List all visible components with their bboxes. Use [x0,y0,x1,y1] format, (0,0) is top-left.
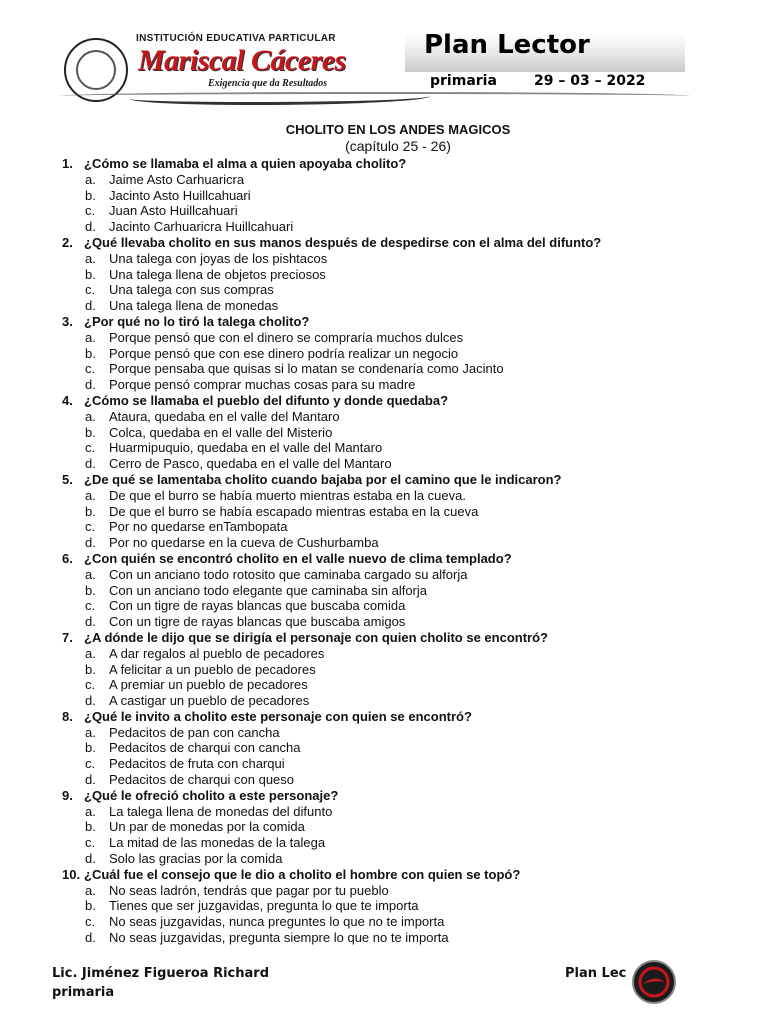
answer-option [62,756,742,772]
option-text: A castigar un pueblo de pecadores [109,693,310,709]
option-letter: b. [85,187,96,203]
option-letter: b. [85,661,96,677]
answer-option [62,693,742,709]
answer-option [62,740,742,756]
option-text: Porque pensó que con ese dinero podría realizar un negocio [109,345,459,361]
answer-option [62,425,742,441]
question-number: 9. [62,787,73,803]
question-text: ¿Qué le ofreció cholito a este personaje? [84,787,339,803]
header-divider [60,92,690,100]
question-text: ¿Por qué no lo tiró la talega cholito? [84,313,310,329]
option-letter: d. [85,772,96,788]
option-text: Por no quedarse en la cueva de Cushurbamba [109,535,379,551]
school-seal-icon [64,38,128,102]
answer-option [62,361,742,377]
option-text: Una talega llena de objetos preciosos [109,266,326,282]
footer-plan-label: Plan Lec [565,966,627,981]
answer-option [62,203,742,219]
answer-option [62,898,742,914]
option-text: Pedacitos de charqui con cancha [109,740,301,756]
answer-option [62,440,742,456]
answer-option [62,804,742,820]
answer-option [62,456,742,472]
school-slogan: Exigencia que da Resultados [208,78,328,89]
question-item [62,551,742,630]
question-line [62,472,742,488]
option-letter: c. [85,519,96,535]
question-number: 3. [62,313,73,329]
school-brand: Mariscal Cáceres [138,44,346,77]
option-letter: d. [85,298,96,314]
option-text: Juan Asto Huillcahuari [109,203,238,219]
option-text: Pedacitos de charqui con queso [109,772,295,788]
answer-option [62,614,742,630]
answer-option [62,488,742,504]
question-number: 10. [62,866,81,882]
option-text: Jaime Asto Carhuaricra [109,171,245,187]
option-letter: d. [85,614,96,630]
answer-option [62,346,742,362]
question-number: 8. [62,708,73,724]
answer-option [62,267,742,283]
answer-option [62,567,742,583]
answer-option [62,914,742,930]
question-text: ¿Cuál fue el consejo que le dio a cholito el hombre con quien se topó? [84,866,521,882]
option-text: De que el burro se había escapado mientras estaba en la cueva [109,503,479,519]
option-text: Con un anciano todo rotosito que caminaba cargado su alforja [109,566,468,582]
question-text: ¿Cómo se llamaba el alma a quien apoyaba cholito? [84,156,407,171]
question-text: ¿De qué se lamentaba cholito cuando bajaba por el camino que le indicaron? [84,471,562,487]
option-text: Un par de monedas por la comida [109,819,305,835]
option-text: A premiar un pueblo de pecadores [109,677,308,693]
question-number: 1. [62,156,73,171]
option-letter: b. [85,740,96,756]
option-letter: b. [85,819,96,835]
question-item [62,709,742,788]
option-letter: d. [85,377,96,393]
option-letter: b. [85,266,96,282]
question-number: 4. [62,392,73,408]
option-letter: c. [85,677,96,693]
answer-option [62,598,742,614]
question-line [62,630,742,646]
option-text: No seas juzgavidas, pregunta siempre lo que no te importa [109,930,449,946]
answer-option [62,172,742,188]
answer-option [62,725,742,741]
question-item [62,788,742,867]
question-item [62,630,742,709]
answer-option [62,883,742,899]
question-text: ¿A dónde le dijo que se dirigía el personaje con quien cholito se encontró? [84,629,548,645]
option-letter: a. [85,250,96,266]
option-text: Jacinto Carhuaricra Huillcahuari [109,219,294,235]
document-title: CHOLITO EN LOS ANDES MAGICOS [285,122,511,137]
option-letter: c. [85,756,96,772]
answer-option [62,835,742,851]
option-text: La mitad de las monedas de la talega [109,835,326,851]
option-letter: a. [85,724,96,740]
answer-option [62,519,742,535]
option-letter: c. [85,598,96,614]
option-letter: a. [85,171,96,187]
question-line [62,551,742,567]
question-item [62,393,742,472]
option-text: Cerro de Pasco, quedaba en el valle del Mantaro [109,456,392,472]
date-label: 29 – 03 – 2022 [534,73,646,89]
option-text: Porque pensó que con el dinero se compraría muchos dulces [109,329,464,345]
option-letter: b. [85,424,96,440]
option-letter: d. [85,930,96,946]
question-item [62,867,742,946]
answer-option [62,409,742,425]
option-letter: d. [85,693,96,709]
question-line [62,788,742,804]
option-letter: a. [85,566,96,582]
option-letter: c. [85,361,96,377]
footer-author: Lic. Jiménez Figueroa Richard [52,966,270,981]
question-list [62,156,742,946]
answer-option [62,583,742,599]
option-letter: b. [85,345,96,361]
option-text: Porque pensaba que quisas si lo matan se condenaría como Jacinto [109,361,504,377]
answer-option [62,219,742,235]
question-text: ¿Qué le invito a cholito este personaje con quien se encontró? [84,708,472,724]
option-letter: a. [85,803,96,819]
question-text: ¿Qué llevaba cholito en sus manos después de despedirse con el alma del difunto? [84,234,602,250]
option-text: Por no quedarse enTambopata [109,519,288,535]
option-text: La talega llena de monedas del difunto [109,803,333,819]
answer-option [62,298,742,314]
option-text: Una talega llena de monedas [109,298,279,314]
option-letter: b. [85,503,96,519]
option-letter: d. [85,456,96,472]
option-text: Pedacitos de fruta con charqui [109,756,285,772]
option-text: A felicitar a un pueblo de pecadores [109,661,316,677]
option-text: Con un anciano todo elegante que caminaba sin alforja [109,582,428,598]
answer-option [62,646,742,662]
option-text: Colca, quedaba en el valle del Misterio [109,424,333,440]
option-letter: c. [85,203,96,219]
option-letter: b. [85,898,96,914]
option-text: Solo las gracias por la comida [109,851,283,867]
document-subtitle: (capítulo 25 - 26) [345,138,451,154]
answer-option [62,282,742,298]
option-letter: d. [85,219,96,235]
question-number: 6. [62,550,73,566]
question-line [62,709,742,725]
answer-option [62,377,742,393]
answer-option [62,677,742,693]
option-text: Una talega con sus compras [109,282,274,298]
page-header [0,0,768,110]
option-letter: a. [85,329,96,345]
option-text: Pedacitos de pan con cancha [109,724,280,740]
grade-label: primaria [430,73,497,89]
question-item [62,314,742,393]
question-item [62,235,742,314]
option-letter: a. [85,645,96,661]
option-letter: c. [85,914,96,930]
answer-option [62,662,742,678]
question-item [62,472,742,551]
question-line [62,314,742,330]
question-number: 2. [62,234,73,250]
answer-option [62,188,742,204]
option-text: A dar regalos al pueblo de pecadores [109,645,325,661]
option-text: No seas ladrón, tendrás que pagar por tu pueblo [109,882,389,898]
answer-option [62,819,742,835]
answer-option [62,251,742,267]
option-text: De que el burro se había muerto mientras estaba en la cueva. [109,487,466,503]
answer-option [62,930,742,946]
footer-grade: primaria [52,985,115,1000]
question-text: ¿Con quién se encontró cholito en el valle nuevo de clima templado? [84,550,512,566]
question-line [62,393,742,409]
answer-option [62,772,742,788]
option-text: Una talega con joyas de los pishtacos [109,250,328,266]
answer-option [62,535,742,551]
option-letter: d. [85,535,96,551]
option-letter: a. [85,487,96,503]
question-text: ¿Cómo se llamaba el pueblo del difunto y donde quedaba? [84,392,449,408]
option-letter: c. [85,440,96,456]
answer-option [62,504,742,520]
option-text: Porque pensó comprar muchas cosas para su madre [109,377,416,393]
question-number: 7. [62,629,73,645]
question-number: 5. [62,471,73,487]
option-letter: d. [85,851,96,867]
option-letter: a. [85,408,96,424]
option-text: No seas juzgavidas, nunca preguntes lo que no te importa [109,914,445,930]
answer-option [62,330,742,346]
option-text: Con un tigre de rayas blancas que buscaba amigos [109,614,406,630]
institution-name: INSTITUCIÓN EDUCATIVA PARTICULAR [136,33,336,44]
question-line [62,867,742,883]
answer-option [62,851,742,867]
option-letter: b. [85,582,96,598]
page-title: Plan Lector [424,30,590,60]
option-letter: a. [85,882,96,898]
question-line [62,235,742,251]
option-text: Con un tigre de rayas blancas que buscaba comida [109,598,406,614]
footer-logo-icon [632,960,676,1004]
option-text: Ataura, quedaba en el valle del Mantaro [109,408,340,424]
option-letter: c. [85,835,96,851]
option-text: Jacinto Asto Huillcahuari [109,187,251,203]
option-text: Huarmipuquio, quedaba en el valle del Mantaro [109,440,383,456]
option-text: Tienes que ser juzgavidas, pregunta lo que te importa [109,898,419,914]
question-line [62,156,742,172]
option-letter: c. [85,282,96,298]
question-item [62,156,742,235]
